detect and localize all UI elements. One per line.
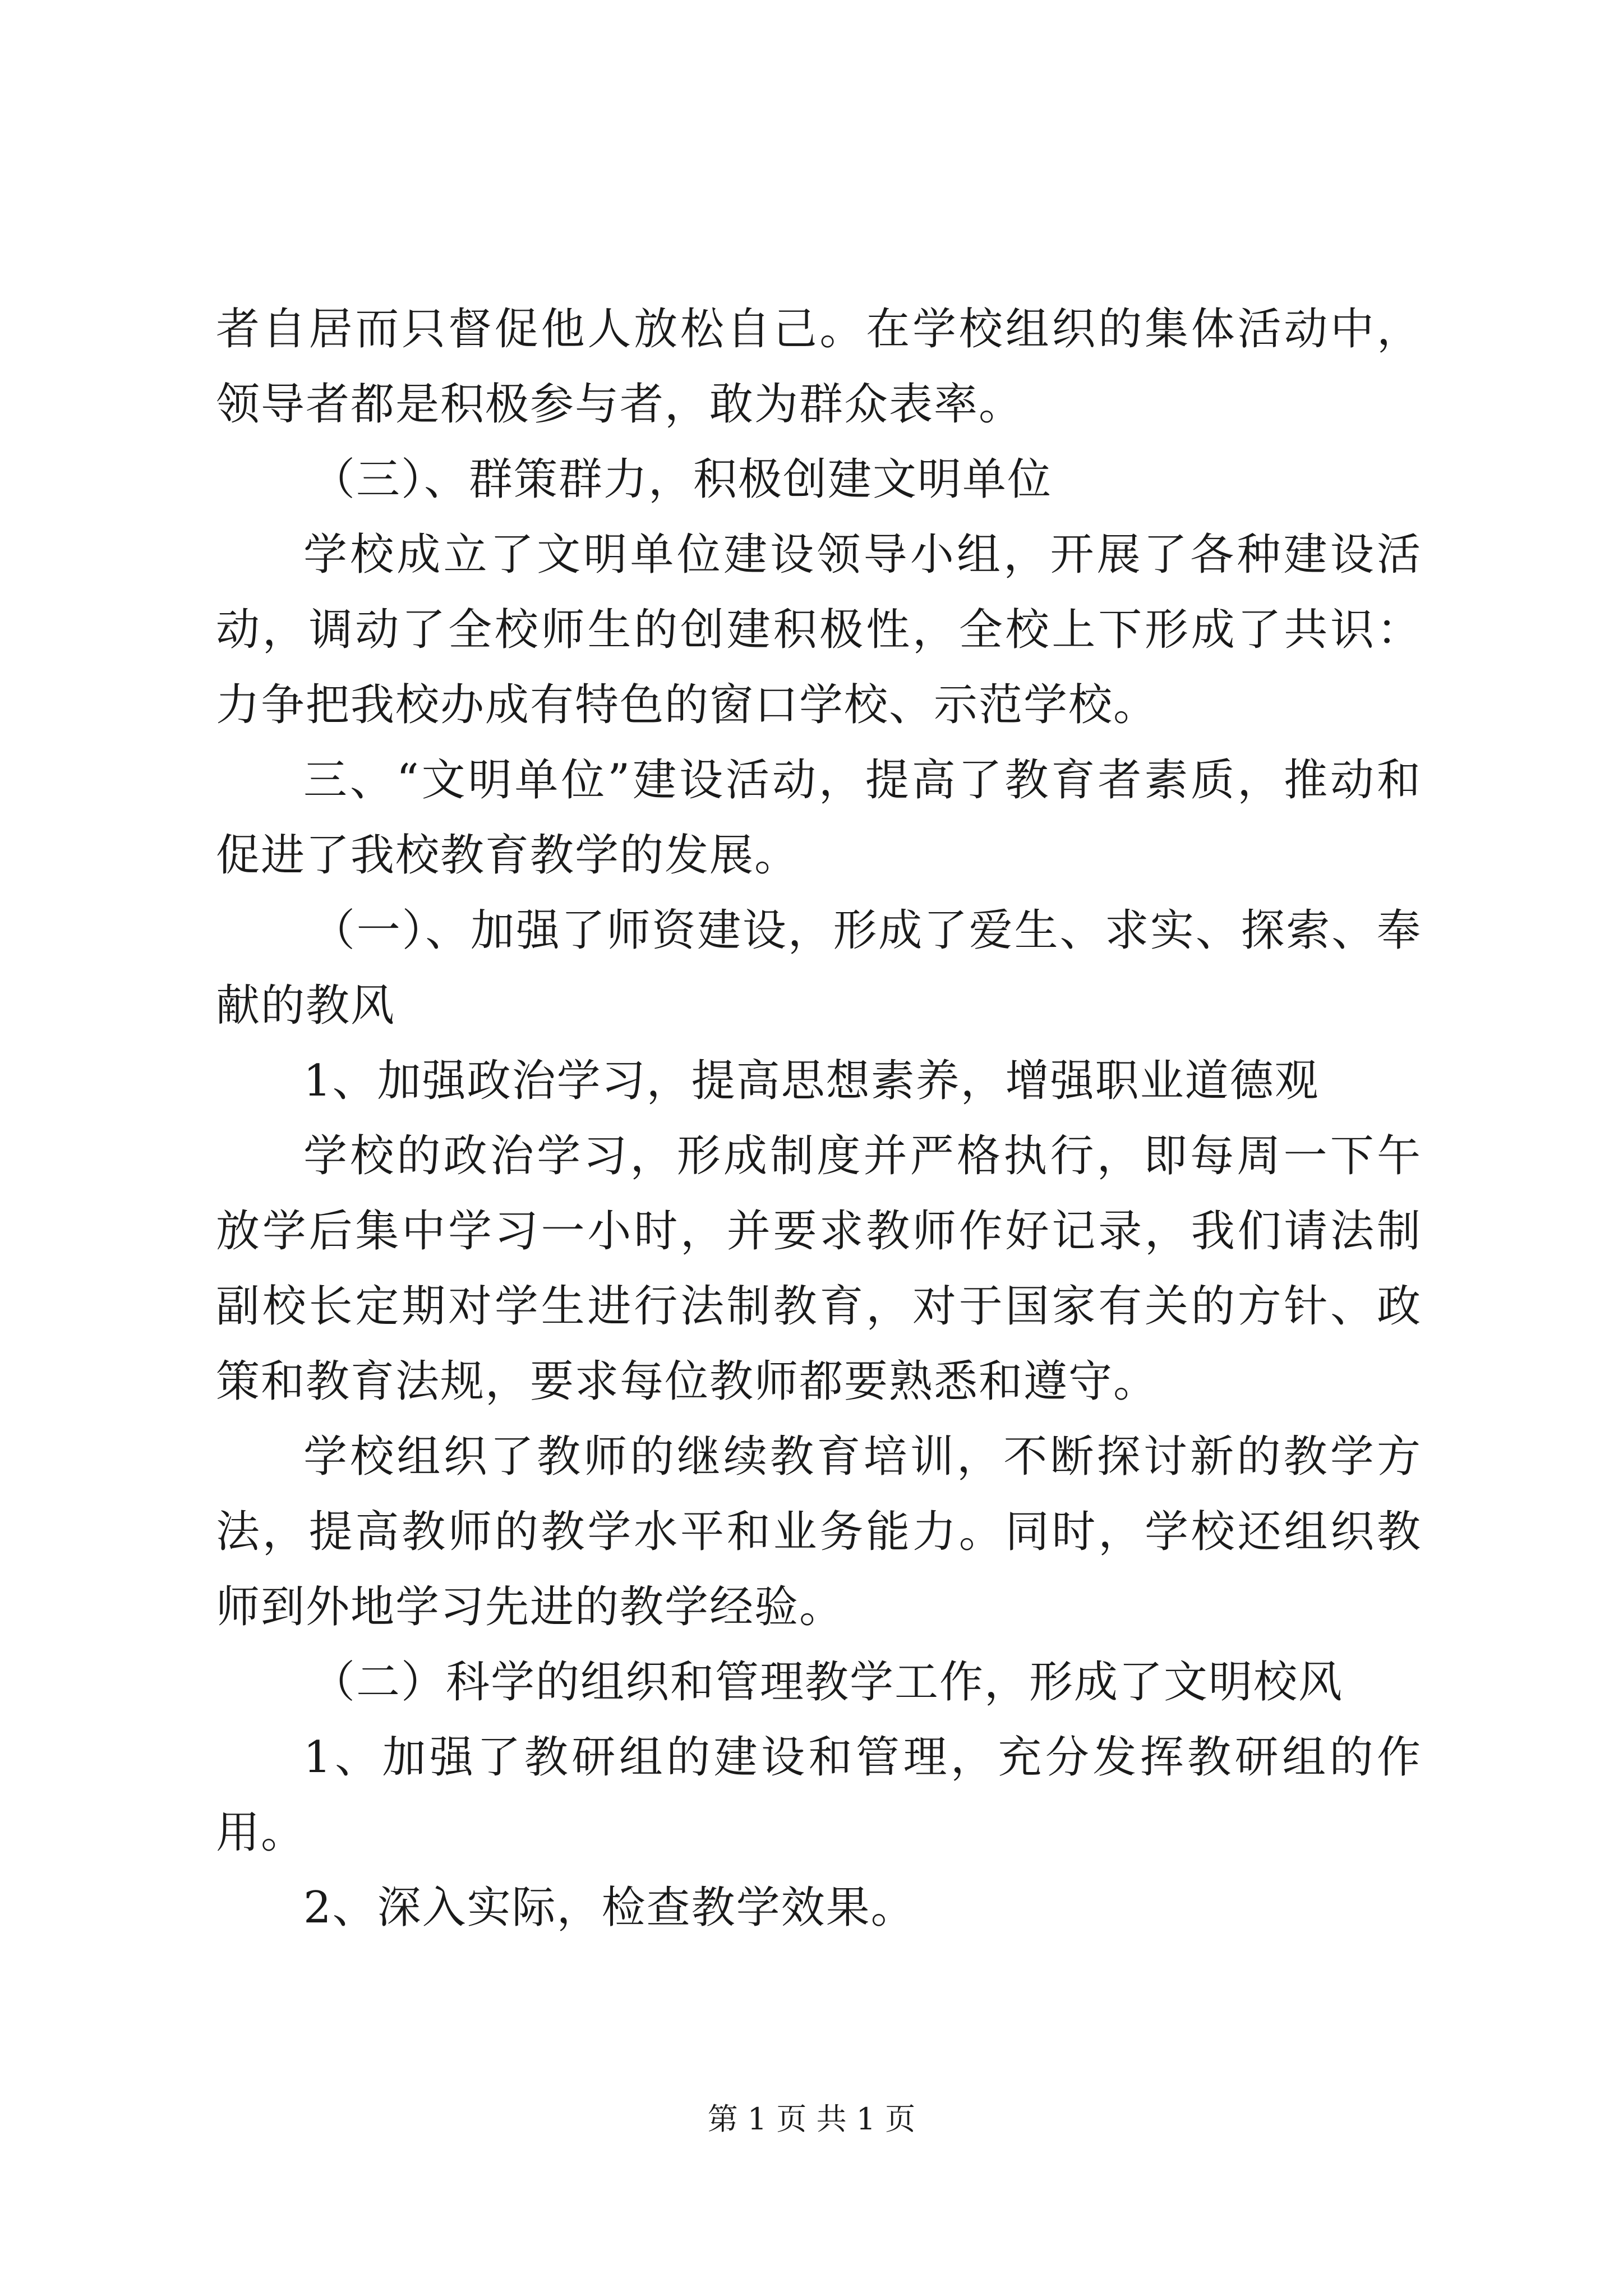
document-body <box>216 292 1422 1945</box>
section-heading-2: （二）科学的组织和管理教学工作，形成了文明校风 <box>311 1657 1344 1708</box>
section-heading-3: （三）、群策群力，积极创建文明单位 <box>311 454 1053 505</box>
section-heading-1: （一）、加强了师资建设，形成了爱生、求实、探索、奉献的教风 <box>216 905 1422 1031</box>
paragraph: 学校成立了文明单位建设领导小组，开展了各种建设活动，调动了全校师生的创建积极性，全校上下形成了共识：力争把我校办成有特色的窗口学校、示范学校。 <box>216 530 1422 730</box>
chapter-heading-3: 三、“文明单位”建设活动，提高了教育者素质，推动和促进了我校教育教学的发展。 <box>216 755 1422 881</box>
list-item: 2、深入实际，检查教学效果。 <box>303 1883 916 1933</box>
paragraph: 学校的政治学习，形成制度并严格执行，即每周一下午放学后集中学习一小时，并要求教师作好记录，我们请法制副校长定期对学生进行法制教育，对于国家有关的方针、政策和教育法规，要求每位教师都要熟悉和遵守。 <box>216 1131 1422 1407</box>
list-item: 1、加强了教研组的建设和管理，充分发挥教研组的作用。 <box>216 1732 1422 1858</box>
subheading-1: 1、加强政治学习，提高思想素养，增强职业道德观 <box>303 1056 1320 1106</box>
paragraph: 学校组织了教师的继续教育培训，不断探讨新的教学方法，提高教师的教学水平和业务能力。同时，学校还组织教师到外地学习先进的教学经验。 <box>216 1432 1422 1632</box>
page-number-footer: 第 1 页 共 1 页 <box>707 2101 916 2137</box>
paragraph-continuation: 者自居而只督促他人放松自己。在学校组织的集体活动中，领导者都是积极参与者，敢为群众表率。 <box>216 304 1422 430</box>
